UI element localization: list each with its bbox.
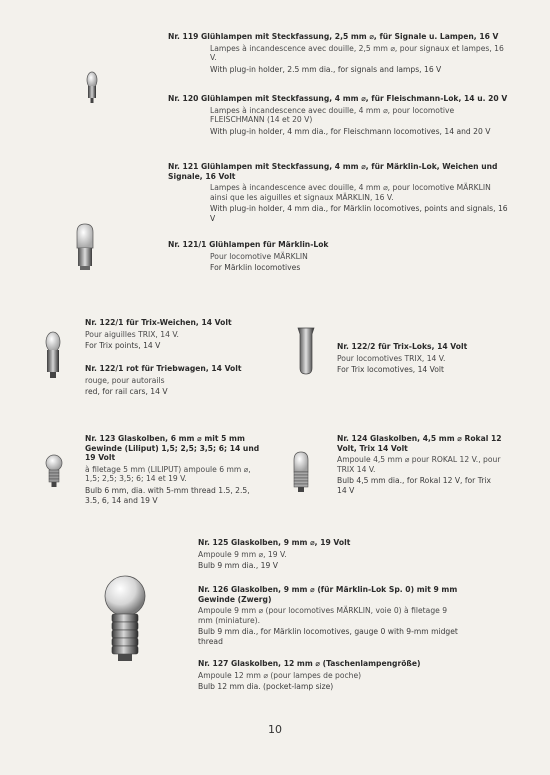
entry-title: Nr. 120 Glühlampen mit Steckfassung, 4 mm ⌀, für Fleischmann-Lok, 14 u. 20 V — [168, 94, 508, 103]
entry-title: Nr. 122/2 für Trix-Loks, 14 Volt — [337, 342, 468, 351]
entry-122-1-points — [85, 318, 285, 351]
entry-french: Ampoule 4,5 mm ⌀ pour ROKAL 12 V., pour TRIX 14 V. — [337, 455, 501, 474]
entry-125 — [198, 538, 488, 571]
entry-french: Lampes à incandescence avec douille, 4 mm ⌀, pour locomotive MÄRKLIN ainsi que les aiguilles et signaux MÄRKLIN, 16 V. — [210, 183, 491, 202]
lamp-122-2-icon — [296, 326, 316, 376]
entry-english: red, for rail cars, 14 V — [85, 387, 168, 397]
entry-122-1-railcar — [85, 364, 285, 397]
entry-title: Nr. 124 Glaskolben, 4,5 mm ⌀ Rokal 12 Volt, Trix 14 Volt — [337, 434, 502, 453]
entry-english: With plug-in holder, 4 mm dia., for Märklin locomotives, points and signals, 16 V — [210, 204, 508, 223]
entry-123 — [85, 434, 265, 505]
entry-title: Nr. 121/1 Glühlampen für Märklin-Lok — [168, 240, 329, 249]
entry-french: Lampes à incandescence avec douille, 2,5 mm ⌀, pour signaux et lampes, 16 V. — [210, 43, 504, 63]
entry-french: Ampoule 9 mm ⌀, 19 V. — [198, 549, 287, 559]
entry-121 — [168, 162, 508, 224]
entry-title: Nr. 119 Glühlampen mit Steckfassung, 2,5 mm ⌀, für Signale u. Lampen, 16 V — [168, 32, 499, 41]
entry-french: Ampoule 9 mm ⌀ (pour locomotives MÄRKLIN, voie 0) à filetage 9 mm (miniature). — [198, 606, 448, 625]
lamp-122-1-icon — [42, 330, 64, 380]
lamp-121-icon — [72, 222, 98, 272]
entry-120 — [168, 94, 508, 136]
entry-122-2 — [337, 342, 517, 375]
entry-title: Nr. 126 Glaskolben, 9 mm ⌀ (für Märklin-Lok Sp. 0) mit 9 mm Gewinde (Zwerg) — [198, 585, 458, 604]
entry-french: Ampoule 12 mm ⌀ (pour lampes de poche) — [198, 670, 362, 680]
entry-english: With plug-in holder, 2.5 mm dia., for signals and lamps, 16 V — [210, 64, 442, 74]
entry-french: rouge, pour autorails — [85, 375, 165, 385]
entry-english: Bulb 9 mm dia., 19 V — [198, 561, 278, 571]
entry-title: Nr. 125 Glaskolben, 9 mm ⌀, 19 Volt — [198, 538, 351, 547]
entry-english: Bulb 6 mm, dia. with 5-mm thread 1.5, 2.5, 3.5, 6, 14 and 19 V — [85, 485, 250, 505]
entry-title: Nr. 122/1 rot für Triebwagen, 14 Volt — [85, 364, 242, 373]
entry-title: Nr. 123 Glaskolben, 6 mm ⌀ mit 5 mm Gewinde (Liliput) 1,5; 2,5; 3,5; 6; 14 und 19 Volt — [85, 434, 260, 463]
entry-english: With plug-in holder, 4 mm dia., for Fleischmann locomotives, 14 and 20 V — [210, 126, 491, 136]
lamp-124-icon — [290, 450, 312, 496]
entry-english: Bulb 12 mm dia. (pocket-lamp size) — [198, 682, 334, 692]
entry-english: Bulb 4,5 mm dia., for Rokal 12 V, for Trix 14 V — [337, 476, 491, 495]
entry-title: Nr. 122/1 für Trix-Weichen, 14 Volt — [85, 318, 232, 327]
entry-french: Lampes à incandescence avec douille, 4 mm ⌀, pour locomotive FLEISCHMANN (14 et 20 V) — [210, 105, 455, 125]
entry-french: Pour locomotive MÄRKLIN — [210, 251, 308, 261]
entry-124 — [337, 434, 502, 496]
lamp-126-icon — [100, 574, 150, 694]
entry-title: Nr. 127 Glaskolben, 12 mm ⌀ (Taschenlampengröße) — [198, 659, 421, 668]
entry-title: Nr. 121 Glühlampen mit Steckfassung, 4 mm ⌀, für Märklin-Lok, Weichen und Signale, 16 Volt — [168, 162, 498, 181]
entry-english: For Trix points, 14 V — [85, 341, 161, 351]
entry-english: For Märklin locomotives — [210, 263, 301, 273]
entry-french: Pour aiguilles TRIX, 14 V. — [85, 329, 179, 339]
entry-119 — [168, 32, 508, 74]
lamp-123-icon — [44, 452, 64, 492]
lamp-119-icon — [84, 70, 100, 106]
entry-french: à filetage 5 mm (LILIPUT) ampoule 6 mm ⌀, 1,5; 2,5; 3,5; 6; 14 et 19 V. — [85, 464, 251, 484]
page-number: 10 — [268, 723, 282, 736]
entry-english: For Trix locomotives, 14 Volt — [337, 365, 445, 375]
entry-english: Bulb 9 mm dia., for Märklin locomotives, gauge 0 with 9-mm midget thread — [198, 627, 458, 646]
entry-126 — [198, 585, 458, 647]
entry-127 — [198, 659, 488, 692]
entry-french: Pour locomotives TRIX, 14 V. — [337, 353, 446, 363]
entry-121-1 — [168, 240, 468, 273]
